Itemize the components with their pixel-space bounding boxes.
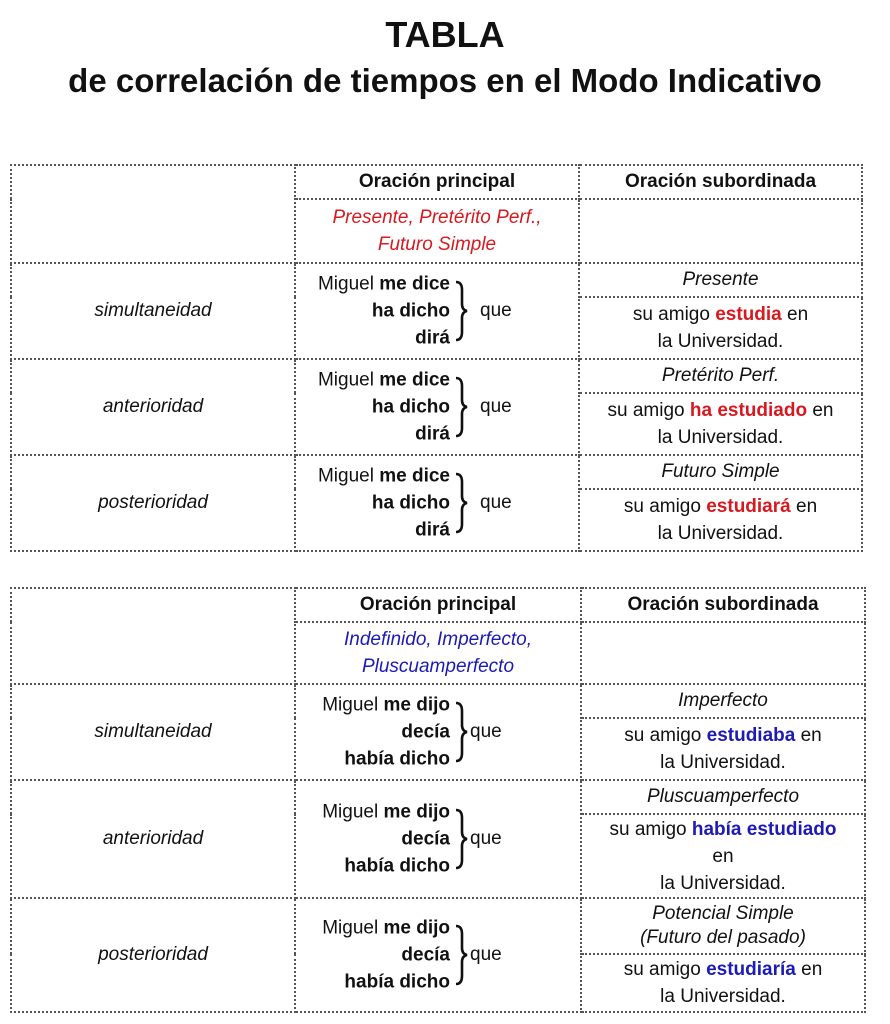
curly-brace-icon bbox=[454, 280, 468, 342]
verb-list bbox=[322, 915, 450, 996]
subordinate-verb: había estudiado bbox=[691, 818, 837, 840]
relation-label: simultaneidad bbox=[11, 263, 295, 359]
sentence-prep: en bbox=[801, 959, 823, 980]
sentence-start: su amigo bbox=[607, 400, 685, 421]
page-subtitle: de correlación de tiempos en el Modo Indicativo bbox=[68, 62, 822, 99]
sentence-prep: en bbox=[712, 845, 734, 867]
main-clause-cell bbox=[295, 780, 581, 898]
relation-label: simultaneidad bbox=[11, 684, 295, 780]
que-conjunction: que bbox=[480, 300, 512, 321]
subordinate-verb: estudia bbox=[715, 304, 782, 325]
header-main-clause: Oración principal bbox=[295, 165, 579, 199]
correlation-table-past bbox=[10, 587, 866, 1013]
verb-list bbox=[322, 799, 450, 880]
subject: Miguel bbox=[322, 694, 379, 716]
subject: Miguel bbox=[317, 465, 374, 487]
verb-list bbox=[318, 367, 450, 448]
sentence-start: su amigo bbox=[623, 496, 701, 517]
curly-brace-icon bbox=[454, 701, 468, 763]
que-conjunction: que bbox=[470, 828, 502, 849]
subordinate-sentence bbox=[579, 489, 862, 551]
subordinate-tense: Presente bbox=[579, 263, 862, 297]
subordinate-tense bbox=[581, 898, 865, 954]
subordinate-tense: Futuro Simple bbox=[579, 455, 862, 489]
empty-corner-cell bbox=[11, 165, 295, 263]
sentence-end: la Universidad. bbox=[660, 752, 786, 773]
verb-form: me dice bbox=[379, 369, 450, 391]
sentence-prep: en bbox=[812, 400, 834, 421]
subordinate-verb: ha estudiado bbox=[689, 400, 808, 421]
empty-corner-cell bbox=[11, 588, 295, 684]
subject: Miguel bbox=[317, 273, 374, 295]
verb-form: dirá bbox=[415, 327, 450, 349]
relation-label: anterioridad bbox=[11, 780, 295, 898]
main-clause-cell bbox=[295, 898, 581, 1012]
sentence-prep: en bbox=[796, 496, 818, 517]
verb-form: decía bbox=[401, 944, 450, 966]
curly-brace-icon bbox=[454, 472, 468, 534]
subordinate-sentence bbox=[579, 393, 862, 455]
sentence-start: su amigo bbox=[624, 725, 702, 746]
verb-form: había dicho bbox=[344, 748, 450, 770]
sentence-end: la Universidad. bbox=[657, 523, 784, 544]
verb-form: me dice bbox=[379, 465, 450, 487]
empty-cell bbox=[581, 622, 865, 684]
main-tenses-cell bbox=[295, 199, 579, 263]
main-tenses-line: Presente, Pretérito Perf., bbox=[332, 207, 542, 228]
page-title: TABLA bbox=[385, 14, 505, 55]
empty-cell bbox=[579, 199, 862, 263]
header-main-clause: Oración principal bbox=[295, 588, 581, 622]
sentence-end: la Universidad. bbox=[657, 331, 784, 352]
sentence-prep: en bbox=[787, 304, 809, 325]
verb-form: había dicho bbox=[344, 855, 450, 877]
curly-brace-icon bbox=[454, 808, 468, 870]
subordinate-verb: estudiará bbox=[706, 496, 791, 517]
subordinate-sentence bbox=[579, 297, 862, 359]
que-conjunction: que bbox=[480, 396, 512, 417]
sentence-end: la Universidad. bbox=[660, 986, 786, 1007]
relation-label: posterioridad bbox=[11, 455, 295, 551]
verb-form: decía bbox=[401, 721, 450, 743]
curly-brace-icon bbox=[454, 376, 468, 438]
subordinate-tense: Pluscuamperfecto bbox=[581, 780, 865, 814]
curly-brace-icon bbox=[454, 924, 468, 986]
verb-form: me dijo bbox=[383, 694, 450, 716]
correlation-table-present bbox=[10, 164, 863, 552]
verb-form: dirá bbox=[415, 519, 450, 541]
sentence-end: la Universidad. bbox=[660, 872, 786, 894]
sentence-prep: en bbox=[800, 725, 822, 746]
subordinate-sentence bbox=[581, 718, 865, 780]
main-clause-cell bbox=[295, 359, 579, 455]
verb-list bbox=[322, 692, 450, 773]
sentence-start: su amigo bbox=[609, 818, 687, 840]
main-tenses-line: Pluscuamperfecto bbox=[361, 656, 515, 677]
main-clause-cell bbox=[295, 684, 581, 780]
subject: Miguel bbox=[322, 801, 379, 823]
que-conjunction: que bbox=[470, 944, 502, 965]
verb-list bbox=[318, 271, 450, 352]
verb-form: había dicho bbox=[344, 971, 450, 993]
subject: Miguel bbox=[317, 369, 374, 391]
subordinate-tense: Imperfecto bbox=[581, 684, 865, 718]
main-tenses-line: Futuro Simple bbox=[377, 234, 497, 255]
subordinate-tense: Pretérito Perf. bbox=[579, 359, 862, 393]
verb-form: me dice bbox=[379, 273, 450, 295]
sentence-end: la Universidad. bbox=[657, 427, 784, 448]
subordinate-verb: estudiaría bbox=[706, 959, 796, 980]
subordinate-tense-line: Potencial Simple bbox=[652, 903, 794, 924]
verb-form: ha dicho bbox=[371, 492, 450, 514]
que-conjunction: que bbox=[480, 492, 512, 513]
main-tenses-cell bbox=[295, 622, 581, 684]
verb-form: me dijo bbox=[383, 917, 450, 939]
subordinate-tense-line: (Futuro del pasado) bbox=[640, 927, 806, 948]
subordinate-verb: estudiaba bbox=[706, 725, 796, 746]
main-clause-cell bbox=[295, 263, 579, 359]
subordinate-sentence bbox=[581, 814, 865, 898]
verb-list bbox=[318, 463, 450, 544]
relation-label: posterioridad bbox=[11, 898, 295, 1012]
verb-form: me dijo bbox=[383, 801, 450, 823]
header-subordinate-clause: Oración subordinada bbox=[579, 165, 862, 199]
main-clause-cell bbox=[295, 455, 579, 551]
verb-form: dirá bbox=[415, 423, 450, 445]
sentence-start: su amigo bbox=[623, 959, 701, 980]
verb-form: ha dicho bbox=[371, 300, 450, 322]
verb-form: ha dicho bbox=[371, 396, 450, 418]
header-subordinate-clause: Oración subordinada bbox=[581, 588, 865, 622]
subject: Miguel bbox=[322, 917, 379, 939]
que-conjunction: que bbox=[470, 721, 502, 742]
verb-form: decía bbox=[401, 828, 450, 850]
relation-label: anterioridad bbox=[11, 359, 295, 455]
sentence-start: su amigo bbox=[632, 304, 710, 325]
subordinate-sentence bbox=[581, 954, 865, 1012]
main-tenses-line: Indefinido, Imperfecto, bbox=[344, 629, 532, 650]
